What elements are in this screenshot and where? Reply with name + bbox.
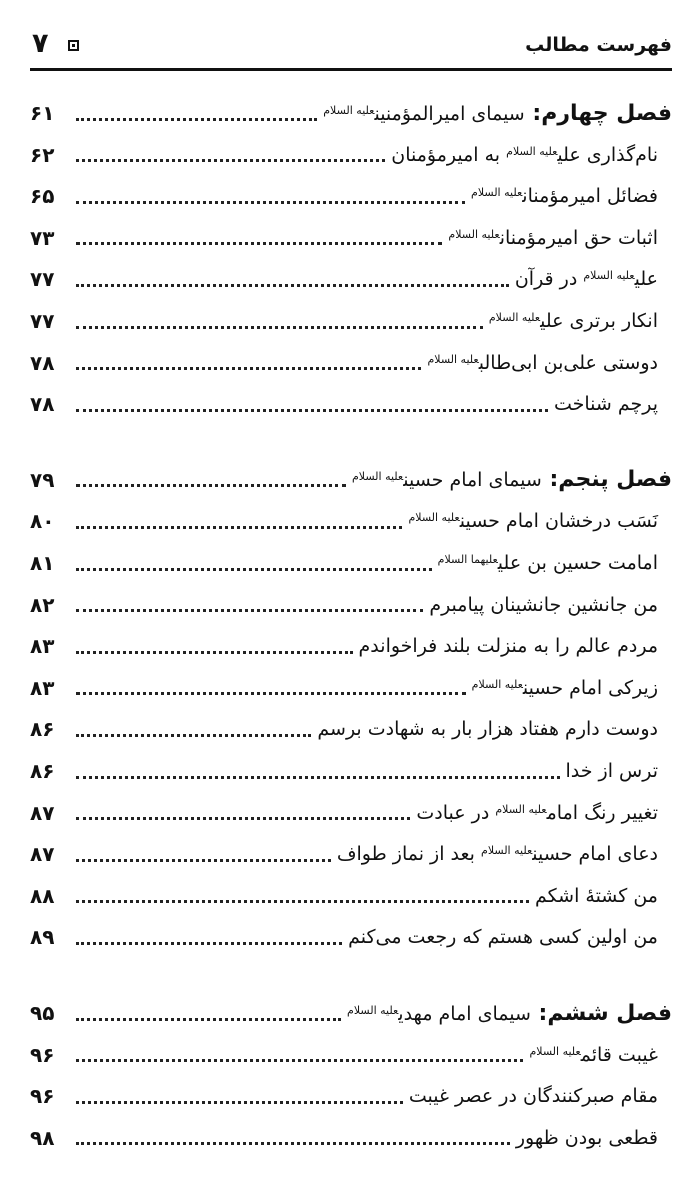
entry-page-number: ۷۸ (30, 392, 55, 417)
dot-leader (76, 942, 342, 945)
chapter-title: سیمای امیرالمؤمنین (374, 102, 525, 125)
chapter-heading-row[interactable] (30, 460, 672, 500)
chapter-label: فصل پنجم: (541, 467, 672, 493)
entry-page-number: ۸۳ (30, 675, 55, 700)
honorific-ligature: علیه السلام (427, 352, 479, 366)
entry-text (409, 1085, 658, 1107)
entry-text (535, 885, 658, 907)
entry-text (438, 552, 658, 574)
entry-text (515, 268, 658, 290)
toc-entry-row[interactable] (30, 917, 672, 957)
entry-page-number: ۷۹ (30, 467, 55, 492)
toc-entry-row[interactable] (30, 876, 672, 916)
entry-title: زیرکی امام حسین (522, 676, 658, 699)
dot-leader (76, 1101, 403, 1104)
honorific-ligature: علیه السلام (488, 311, 541, 324)
entry-title: اثبات حق امیرمؤمنان (499, 226, 658, 249)
page-number: ۷ (32, 28, 49, 59)
chapter-label: فصل ششم: (530, 1000, 672, 1026)
toc-entry-row[interactable] (30, 1076, 672, 1116)
entry-text (352, 467, 672, 492)
entry-page-number: ۸۷ (30, 800, 55, 825)
chapter-label: فصل چهارم: (524, 100, 672, 126)
honorific-ligature: علیه السلام (408, 511, 460, 525)
honorific-ligature: علیه السلام (506, 144, 558, 158)
entry-title: امامت حسین بن علی (497, 552, 658, 574)
toc-entry-row[interactable] (30, 259, 672, 299)
entry-page-number: ۸۶ (30, 717, 55, 742)
entry-page-number: ۶۵ (30, 184, 55, 209)
honorific-ligature: علیه السلام (347, 1003, 399, 1017)
dot-leader (76, 526, 402, 529)
honorific-ligature: علیه السلام (471, 186, 523, 200)
honorific-ligature: علیه السلام (495, 802, 547, 816)
honorific-ligature: علیه السلام (583, 269, 635, 283)
dot-leader (76, 568, 432, 571)
honorific-ligature: علیهما السلام (437, 553, 498, 566)
toc-entry-row[interactable] (30, 668, 672, 708)
entry-title: مقام صبرکنندگان در عصر غیبت (408, 1085, 658, 1108)
dot-leader (76, 284, 509, 287)
page-title: فهرست مطالب (525, 34, 672, 56)
chapter-heading-row[interactable] (30, 93, 672, 133)
entry-page-number: ۸۸ (30, 883, 55, 908)
entry-title: فضائل امیرمؤمنان (522, 185, 658, 208)
entry-page-number: ۶۲ (30, 142, 55, 167)
entry-suffix: در قرآن (514, 268, 584, 291)
entry-page-number: ۸۰ (30, 509, 55, 534)
toc-entry-row[interactable] (30, 709, 672, 749)
entry-title: غیبت قائم (580, 1043, 658, 1066)
entry-text (516, 1127, 658, 1149)
toc-entry-row[interactable] (30, 543, 672, 583)
entry-suffix: بعد از نماز طواف (336, 843, 482, 866)
entry-page-number: ۹۵ (30, 1001, 55, 1025)
entry-title: تغییر رنگ امام (546, 801, 658, 824)
toc-entry-row[interactable] (30, 834, 672, 874)
dot-leader (76, 734, 311, 737)
dot-leader (76, 1142, 510, 1145)
entry-text (529, 1044, 658, 1066)
toc-entry-row[interactable] (30, 1118, 672, 1158)
entry-page-number: ۸۲ (30, 592, 55, 617)
dot-leader (76, 159, 385, 162)
entry-title: قطعی بودن ظهور (515, 1126, 658, 1149)
chapter-title: سیمای امام مهدی (398, 1002, 531, 1025)
entry-text (554, 393, 658, 415)
dot-leader (76, 118, 317, 121)
entry-page-number: ۷۷ (30, 267, 55, 292)
entry-text (448, 227, 658, 249)
entry-page-number: ۷۳ (30, 225, 55, 250)
toc-entry-row[interactable] (30, 1035, 672, 1075)
entry-text (408, 510, 658, 532)
entry-page-number: ۹۶ (30, 1084, 55, 1109)
honorific-ligature: علیه السلام (529, 1044, 581, 1058)
honorific-ligature: علیه السلام (448, 227, 500, 241)
honorific-ligature: علیه السلام (481, 844, 533, 858)
entry-text (472, 677, 658, 699)
toc-entry-row[interactable] (30, 135, 672, 175)
dot-leader (76, 859, 331, 862)
honorific-ligature: علیه السلام (351, 470, 404, 484)
entry-page-number: ۷۸ (30, 350, 55, 375)
toc-entry-row[interactable] (30, 501, 672, 541)
entry-page-number: ۸۶ (30, 759, 55, 783)
running-head (30, 0, 672, 71)
dot-leader (76, 692, 466, 695)
entry-page-number: ۸۳ (30, 634, 55, 659)
toc-entry-row[interactable] (30, 751, 672, 791)
entry-text (566, 760, 659, 782)
toc-entry-row[interactable] (30, 218, 672, 258)
entry-text (317, 718, 658, 740)
entry-page-number: ۶۱ (30, 101, 55, 125)
entry-title: ترس از خدا (565, 760, 658, 782)
dot-leader (76, 242, 442, 245)
entry-title: نام‌گذاری علی (557, 143, 658, 166)
dot-leader (76, 609, 423, 612)
toc-entry-row[interactable] (30, 384, 672, 424)
entry-page-number: ۸۱ (30, 551, 55, 575)
entry-title: علی (634, 268, 658, 291)
entry-page-number: ۷۷ (30, 309, 55, 333)
entry-title: من اولین کسی هستم که رجعت می‌کنم (348, 926, 658, 949)
entry-text (347, 1001, 672, 1026)
dot-leader (76, 776, 560, 779)
dot-leader (76, 900, 529, 903)
entry-text (489, 310, 658, 332)
entry-title: مردم عالم را به منزلت بلند فراخواندم (358, 635, 658, 658)
entry-title: دعای امام حسین (532, 843, 658, 866)
toc-entry-row[interactable] (30, 626, 672, 666)
entry-title: من جانشین جانشینان پیامبرم (429, 593, 658, 616)
dot-leader (76, 409, 548, 412)
entry-title: انکار برتری علی (540, 310, 658, 332)
entry-suffix: به امیرمؤمنان (391, 143, 507, 166)
dot-leader (76, 1018, 341, 1021)
entry-title: نَسَب درخشان امام حسین (459, 510, 658, 533)
honorific-ligature: علیه السلام (471, 677, 523, 691)
square-bullet-icon (68, 40, 79, 51)
toc-entry-row[interactable] (30, 176, 672, 216)
entry-title: دوست دارم هفتاد هزار بار به شهادت برسم (317, 718, 658, 741)
entry-text (359, 635, 658, 657)
toc-entry-row[interactable] (30, 301, 672, 341)
dot-leader (76, 367, 421, 370)
dot-leader (76, 651, 353, 654)
entry-page-number: ۸۷ (30, 842, 55, 867)
dot-leader (76, 484, 346, 487)
toc-entry-row[interactable] (30, 793, 672, 833)
toc-entry-row[interactable] (30, 585, 672, 625)
dot-leader (76, 326, 483, 329)
entry-page-number: ۸۹ (30, 925, 55, 950)
entry-title: من کشتهٔ اشکم (535, 884, 658, 907)
chapter-heading-row[interactable] (30, 993, 672, 1033)
entry-suffix: در عبادت (416, 801, 496, 824)
dot-leader (76, 817, 410, 820)
entry-text (416, 802, 658, 824)
entry-page-number: ۹۸ (30, 1125, 55, 1150)
chapter-title: سیمای امام حسین (403, 469, 542, 492)
dot-leader (76, 201, 465, 204)
entry-page-number: ۹۶ (30, 1042, 55, 1067)
entry-text (471, 185, 658, 207)
entry-title: دوستی علی‌بن ابی‌طالب (478, 351, 658, 374)
entry-title: پرچم شناخت (553, 393, 658, 416)
honorific-ligature: علیه السلام (323, 103, 375, 117)
entry-text (337, 843, 658, 865)
dot-leader (76, 1059, 523, 1062)
entry-text (429, 594, 658, 616)
entry-text (348, 926, 658, 948)
entry-text (391, 144, 658, 166)
entry-text (427, 352, 658, 374)
entry-text (323, 101, 672, 126)
toc-entry-row[interactable] (30, 343, 672, 383)
